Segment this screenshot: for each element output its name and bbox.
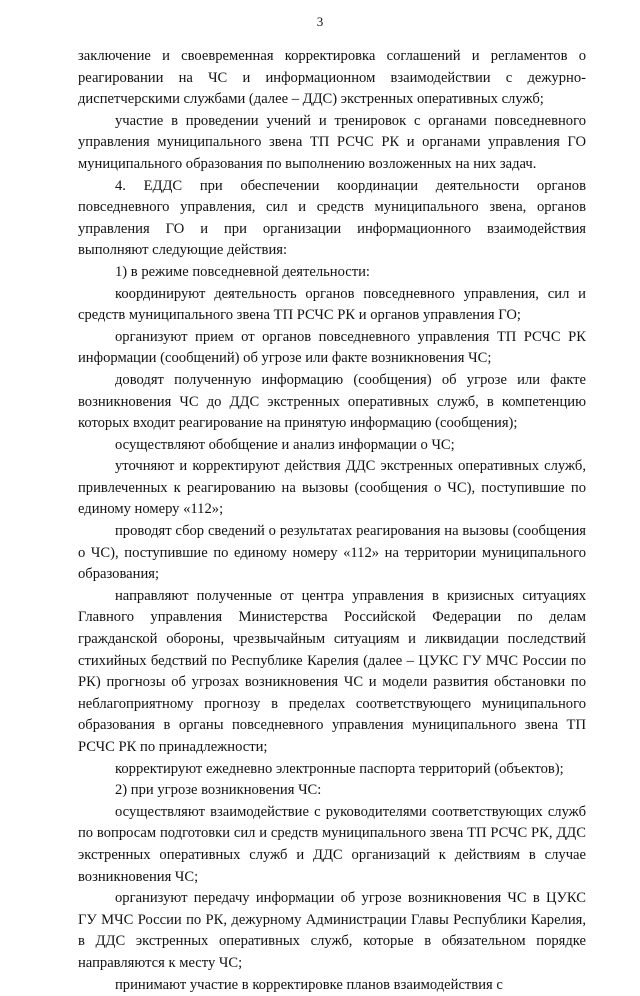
paragraph-agreements: заключение и своевременная корректировка соглашений и регламентов о реагировании на ЧС и информационном взаимодействии с дежурно-диспетчерскими службами (далее – ДДС) экстренных оперативных служб;	[78, 48, 586, 108]
page-number: 3	[316, 14, 324, 29]
paragraph-threat-mode-heading: 2) при угрозе возникновения ЧС:	[115, 782, 322, 799]
paragraph-analysis: осуществляют обобщение и анализ информации о ЧС;	[115, 436, 455, 453]
paragraph-deliver-info: доводят полученную информацию (сообщения) об угрозе или факте возникновения ЧС до ДДС экстренных оперативных служб, в компетенцию которых входит реагирование на принятую информацию (сообщения);	[78, 371, 586, 432]
paragraph-interaction: осуществляют взаимодействие с руководителями соответствующих служб по вопросам подготовки сил и средств муниципального звена ТП РСЧС РК, ДДС экстренных оперативных служб и ДДС организаций к действиям в случае возникновения ЧС;	[78, 803, 586, 885]
paragraph-exercises: участие в проведении учений и тренировок с органами повседневного управления муниципального звена ТП РСЧС РК и органами управления ГО муниципального образования по выполнению возложенных на них задач.	[78, 112, 586, 172]
paragraph-forward-forecasts: направляют полученные от центра управления в кризисных ситуациях Главного управления Министерства Российской Федерации по делам гражданской обороны, чрезвычайным ситуациям и ликвидации последствий стихийных бедствий по Республике Карелия (далее – ЦУКС ГУ МЧС России по РК) прогнозы об угрозах возникновения ЧС и модели развития обстановки по неблагоприятному прогнозу в пределах соответствующего муниципального образования в органы повседневного управления муниципального звена ТП РСЧС РК по принадлежности;	[78, 587, 586, 755]
paragraph-coordinate: координируют деятельность органов повседневного управления, сил и средств муниципального звена ТП РСЧС РК и органов управления ГО;	[78, 285, 586, 324]
paragraph-daily-mode-heading: 1) в режиме повседневной деятельности:	[115, 263, 370, 280]
paragraph-passports: корректируют ежедневно электронные паспорта территорий (объектов);	[115, 760, 564, 777]
paragraph-plans: принимают участие в корректировке планов взаимодействия с	[115, 976, 503, 993]
document-body	[78, 46, 586, 996]
paragraph-section-4: 4. ЕДДС при обеспечении координации деятельности органов повседневного управления, сил и средств муниципального звена, органов управления ГО и при организации информационного взаимодействия выполняют следующие действия:	[78, 177, 586, 259]
paragraph-adjust-actions: уточняют и корректируют действия ДДС экстренных оперативных служб, привлеченных к реагированию на вызовы (сообщения о ЧС), поступившие по единому номеру «112»;	[78, 458, 586, 518]
paragraph-collect-results: проводят сбор сведений о результатах реагирования на вызовы (сообщения о ЧС), поступившие по единому номеру «112» на территории муниципального образования;	[78, 523, 586, 583]
paragraph-receive-info: организуют прием от органов повседневного управления ТП РСЧС РК информации (сообщений) об угрозе или факте возникновения ЧС;	[78, 328, 586, 367]
paragraph-transmit-info: организуют передачу информации об угрозе возникновения ЧС в ЦУКС ГУ МЧС России по РК, дежурному Администрации Главы Республики Карелия, в ДДС экстренных оперативных служб, которые в обязательном порядке направляются к месту ЧС;	[78, 890, 586, 971]
